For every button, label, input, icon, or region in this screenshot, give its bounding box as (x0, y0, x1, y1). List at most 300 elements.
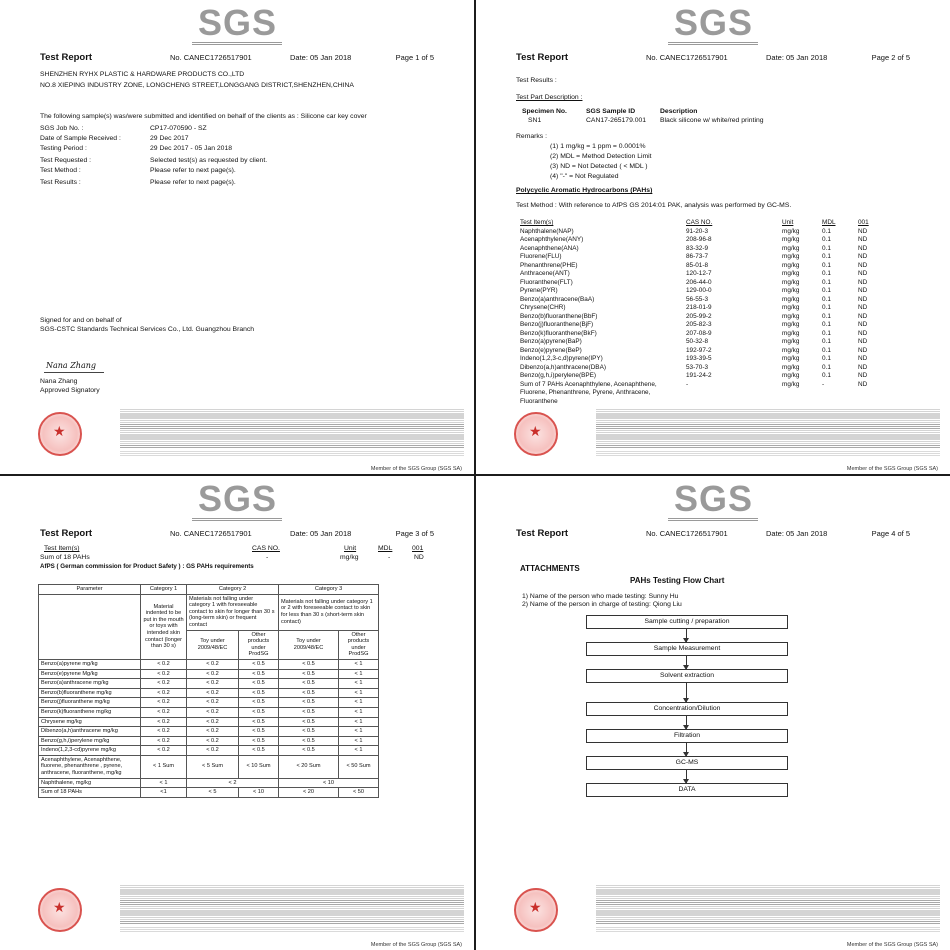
table-cell: Naphthalene(NAP) (520, 227, 574, 235)
table-cell: ND (858, 363, 868, 371)
table-cell: < 0.5 (239, 746, 279, 756)
column-header: Test Item(s) (44, 545, 80, 552)
column-header: Parameter (39, 585, 141, 595)
table-cell: < 0.2 (187, 727, 239, 737)
table-row (516, 304, 886, 313)
table-row (516, 287, 886, 296)
table-cell: < 1 Sum (141, 755, 187, 778)
table-cell: < 0.5 (279, 698, 339, 708)
table-cell: < 0.2 (141, 659, 187, 669)
sgs-seal-icon: ★ (514, 412, 558, 456)
table-cell: mg/kg (782, 287, 800, 294)
field-value: 29 Dec 2017 (150, 135, 189, 142)
table-cell: Dibenzo(a,h)anthracene(DBA) (520, 363, 606, 371)
table-row (39, 707, 379, 717)
table-cell: < 1 (339, 736, 379, 746)
table-cell: < 10 (279, 778, 379, 788)
report-number: No. CANEC1726517901 (646, 529, 728, 538)
pah-section-title: Polycyclic Aromatic Hydrocarbons (PAHs) (516, 187, 653, 194)
table-cell: ND (858, 287, 868, 294)
column-header: Test Item(s) (520, 219, 554, 226)
table-cell: < 0.5 (279, 736, 339, 746)
table-cell: Dibenzo(a,h)anthracene mg/kg (39, 727, 141, 737)
table-cell: Anthracene(ANT) (520, 270, 570, 277)
table-cell: 191-24-2 (686, 372, 712, 379)
table-cell: 0.1 (822, 312, 831, 320)
table-cell: < 0.5 (279, 669, 339, 679)
table-cell: Benzo(e)pyrene(BeP) (520, 346, 582, 354)
sum18-cas: - (266, 554, 269, 561)
table-cell: ND (858, 227, 868, 235)
terms-fine-print (596, 408, 940, 448)
table-cell: < 0.2 (187, 707, 239, 717)
sgs-logo: SGS (198, 478, 278, 519)
table-cell: < 0.2 (141, 698, 187, 708)
table-cell: < 0.2 (187, 659, 239, 669)
column-header: 001 (858, 219, 869, 226)
table-cell: < 0.5 (279, 707, 339, 717)
table-cell: < 1 (339, 717, 379, 727)
table-cell: < 0.2 (141, 679, 187, 689)
page-header (516, 528, 910, 540)
table-cell: Chrysene mg/kg (39, 717, 141, 727)
category-description: Materials not falling under category 1 or 2 with foreseeable contact to skin for less than 30 s (short-term skin contact) (279, 594, 379, 630)
gs-requirements-title: AfPS ( German commission for Product Safety ) : GS PAHs requirements (40, 563, 254, 570)
spec-header: SGS Sample ID (586, 108, 636, 115)
table-cell: Benzo(g,h,i)perylene mg/kg (39, 736, 141, 746)
table-cell: Naphthalene, mg/kg (39, 778, 141, 788)
table-row (516, 279, 886, 288)
legal-footer (38, 408, 464, 463)
blank-cell (856, 389, 886, 398)
column-subheader: Toy under 2009/48/EC (279, 630, 339, 659)
spec-cell: Black silicone w/ white/red printing (660, 117, 764, 124)
table-cell: 0.1 (822, 287, 831, 294)
table-cell: < 0.2 (141, 736, 187, 746)
table-cell: < 1 (339, 746, 379, 756)
table-row (39, 778, 379, 788)
table-row (516, 372, 886, 381)
test-method: Test Method : With reference to AfPS GS 2014:01 PAK, analysis was performed by GC-MS. (516, 202, 792, 209)
field-label: Test Method : (40, 167, 81, 174)
table-cell: Benzo(a)pyrene mg/kg (39, 659, 141, 669)
blank-cell (820, 398, 856, 407)
table-cell: Benzo(e)pyrene Mg/kg (39, 669, 141, 679)
table-row (516, 338, 886, 347)
report-page-1 (0, 0, 474, 474)
page-header (516, 52, 910, 64)
attachments-heading: ATTACHMENTS (520, 564, 580, 573)
arrow-down-icon (686, 683, 687, 702)
logo-underline (192, 518, 282, 521)
table-cell: < 1 (339, 688, 379, 698)
table-cell: <1 (141, 788, 187, 798)
table-cell: < 5 Sum (187, 755, 239, 778)
logo-underline (192, 42, 282, 45)
table-row (516, 236, 886, 245)
table-cell: 205-82-3 (686, 321, 712, 328)
spec-cell: SN1 (528, 117, 542, 124)
table-cell: ND (858, 321, 868, 328)
signed-company: SGS-CSTC Standards Technical Services Co., Ltd. Guangzhou Branch (40, 326, 255, 333)
spec-header: Specimen No. (522, 108, 567, 115)
table-cell: < 1 (339, 669, 379, 679)
table-cell: 193-39-5 (686, 355, 712, 362)
table-row (516, 245, 886, 254)
page-header (40, 52, 434, 64)
table-cell: ND (858, 278, 868, 286)
table-cell: ND (858, 304, 868, 311)
table-cell: 0.1 (822, 338, 831, 345)
table-cell: mg/kg (782, 355, 800, 362)
table-cell: Fluoranthene (520, 397, 558, 405)
field-label: SGS Job No. : (40, 125, 84, 132)
arrow-down-icon (686, 656, 687, 669)
table-cell: < 0.2 (141, 688, 187, 698)
terms-fine-print (120, 408, 464, 448)
table-row (39, 727, 379, 737)
table-row (39, 746, 379, 756)
table-cell: < 50 (339, 788, 379, 798)
table-cell: Acenaphthene(ANA) (520, 244, 579, 252)
table-cell: mg/kg (782, 346, 800, 354)
table-cell: < 0.5 (279, 659, 339, 669)
arrow-down-icon (686, 629, 687, 642)
column-header: Category 2 (187, 585, 279, 595)
remarks-label: Remarks : (516, 133, 547, 140)
report-title: Test Report (40, 52, 93, 63)
member-text: Member of the SGS Group (SGS SA) (370, 466, 462, 472)
table-cell: ND (858, 236, 868, 243)
table-row (39, 717, 379, 727)
field-value: 29 Dec 2017 - 05 Jan 2018 (150, 145, 233, 152)
remark-line: (2) MDL = Method Detection Limit (550, 153, 652, 160)
intro-text: The following sample(s) was/were submitted and identified on behalf of the clients as : Silicone car key cover (40, 113, 367, 120)
table-cell: mg/kg (782, 312, 800, 320)
table-cell: 0.1 (822, 329, 831, 337)
table-cell: Benzo(j)fluoranthene mg/kg (39, 698, 141, 708)
table-cell: 0.1 (822, 372, 831, 379)
table-cell: ND (858, 270, 868, 277)
page-number: Page 3 of 5 (395, 529, 434, 538)
table-cell: Benzo(a)anthracene mg/kg (39, 679, 141, 689)
column-header: Unit (344, 545, 357, 552)
table-cell: < 2 (187, 778, 279, 788)
table-cell: < 1 (141, 778, 187, 788)
gs-requirements-table (38, 584, 379, 798)
signed-on-behalf: Signed for and on behalf of (40, 317, 122, 324)
table-cell: mg/kg (782, 227, 800, 235)
sum-row (516, 398, 886, 407)
arrow-down-icon (686, 743, 687, 756)
table-cell: mg/kg (782, 236, 800, 243)
table-cell: mg/kg (782, 270, 800, 277)
table-cell: 86-73-7 (686, 253, 709, 260)
table-cell: < 0.5 (239, 679, 279, 689)
table-cell: Benzo(j)fluoranthene(BjF) (520, 321, 594, 328)
table-cell: < 1 (339, 679, 379, 689)
table-row (516, 347, 886, 356)
spec-cell: CAN17-265179.001 (586, 117, 647, 124)
table-cell: 0.1 (822, 278, 831, 286)
table-cell: 208-96-8 (686, 236, 712, 243)
flow-step: DATA (586, 783, 788, 797)
flow-step: Filtration (586, 729, 788, 743)
field-value: Selected test(s) as requested by client. (150, 157, 268, 164)
table-cell: < 0.2 (141, 746, 187, 756)
table-cell: 192-97-2 (686, 346, 712, 354)
table-cell: < 10 (239, 788, 279, 798)
table-row (516, 296, 886, 305)
pah-results-table (516, 219, 886, 406)
table-cell: 0.1 (822, 227, 831, 235)
table-cell: Phenanthrene(PHE) (520, 261, 578, 269)
table-row (39, 659, 379, 669)
table-cell: mg/kg (782, 295, 800, 303)
table-cell: 91-20-3 (686, 227, 709, 235)
column-subheader: Other products under ProdSG (239, 630, 279, 659)
blank-cell (820, 389, 856, 398)
table-cell: 85-01-8 (686, 261, 709, 269)
table-cell: mg/kg (782, 380, 800, 388)
table-cell: ND (858, 329, 868, 337)
field-label: Test Requested : (40, 157, 92, 164)
table-cell: Fluorene, Phenanthrene, Pyrene, Anthracene, (520, 389, 651, 396)
sum18-result: ND (414, 554, 424, 561)
table-row (39, 736, 379, 746)
sgs-seal-icon: ★ (38, 412, 82, 456)
table-cell: < 0.2 (187, 679, 239, 689)
table-row (516, 364, 886, 373)
spec-header: Description (660, 108, 698, 115)
table-cell: < 0.2 (141, 669, 187, 679)
member-text: Member of the SGS Group (SGS SA) (846, 942, 938, 948)
table-row (516, 262, 886, 271)
table-row (39, 688, 379, 698)
column-header: Category 1 (141, 585, 187, 595)
table-cell: < 0.5 (239, 717, 279, 727)
table-cell: < 0.5 (239, 669, 279, 679)
column-subheader: Toy under 2009/48/EC (187, 630, 239, 659)
table-cell: mg/kg (782, 278, 800, 286)
table-cell: Benzo(a)anthracene(BaA) (520, 295, 595, 303)
sgs-seal-icon: ★ (38, 888, 82, 932)
report-title: Test Report (40, 528, 93, 539)
signatory-name: Nana Zhang (40, 378, 78, 385)
table-cell: 206-44-0 (686, 278, 712, 286)
table-cell: 218-01-9 (686, 304, 712, 311)
blank-cell (780, 398, 820, 407)
address-fine-print (120, 450, 464, 456)
column-header: CAS NO. (686, 219, 713, 226)
table-cell: - (822, 380, 825, 388)
table-cell: < 0.2 (187, 688, 239, 698)
table-cell: < 20 Sum (279, 755, 339, 778)
legal-footer (514, 884, 940, 939)
table-row (516, 270, 886, 279)
field-label: Testing Period : (40, 145, 87, 152)
handwritten-signature: Nana Zhang (46, 361, 96, 370)
table-cell: Fluoranthene(FLT) (520, 278, 573, 286)
flow-step: GC-MS (586, 756, 788, 770)
table-row (39, 788, 379, 798)
table-row (39, 755, 379, 778)
table-cell: < 0.5 (279, 688, 339, 698)
table-cell: 0.1 (822, 295, 831, 303)
table-row (39, 669, 379, 679)
remark-line: (4) "-" = Not Regulated (550, 173, 619, 180)
table-cell: Indeno(1,2,3-cd)pyrene mg/kg (39, 746, 141, 756)
table-row (516, 321, 886, 330)
page-number: Page 2 of 5 (871, 53, 910, 62)
sum18-mdl: - (388, 554, 391, 561)
table-cell: Benzo(k)fluoranthene(BkF) (520, 329, 597, 337)
table-cell: < 1 (339, 659, 379, 669)
table-cell: < 50 Sum (339, 755, 379, 778)
table-cell: 205-99-2 (686, 312, 712, 320)
tester-name: 1) Name of the person who made testing: Sunny Hu (522, 593, 679, 600)
terms-fine-print (596, 884, 940, 924)
table-cell: 53-70-3 (686, 363, 709, 371)
table-cell: < 0.5 (279, 679, 339, 689)
category-description-row (39, 594, 379, 630)
table-cell: 0.1 (822, 346, 831, 354)
logo-underline (668, 42, 758, 45)
table-cell: < 0.5 (239, 659, 279, 669)
table-cell: - (686, 380, 689, 388)
table-cell: < 1 (339, 707, 379, 717)
table-cell: 129-00-0 (686, 287, 712, 294)
table-row (39, 679, 379, 689)
remark-line: (3) ND = Not Detected ( < MDL ) (550, 163, 648, 170)
sgs-logo: SGS (198, 2, 278, 43)
field-value: Please refer to next page(s). (150, 179, 236, 186)
table-cell: mg/kg (782, 261, 800, 269)
legal-footer (514, 408, 940, 463)
category-description: Materials not falling under category 1 with foreseeable contact to skin for longer than 30 s (long-term skin) or frequent contact (187, 594, 279, 630)
sgs-logo: SGS (674, 478, 754, 519)
table-cell: < 0.2 (187, 698, 239, 708)
column-header: Category 3 (279, 585, 379, 595)
report-date: Date: 05 Jan 2018 (766, 529, 828, 538)
column-header: Unit (782, 219, 794, 226)
table-cell: 0.1 (822, 321, 831, 328)
table-cell: Pyrene(PYR) (520, 287, 558, 294)
table-cell: ND (858, 346, 868, 354)
table-cell: Benzo(b)fluoranthene(BbF) (520, 312, 598, 320)
table-cell: < 0.5 (279, 727, 339, 737)
report-number: No. CANEC1726517901 (646, 53, 728, 62)
table-cell: Indeno(1,2,3-c,d)pyrene(IPY) (520, 355, 603, 362)
table-cell: mg/kg (782, 338, 800, 345)
flow-step: Sample Measurement (586, 642, 788, 656)
category-description: Material indented to be put in the mouth or toys with intended skin contact (longer than 30 s) (141, 594, 187, 659)
address-fine-print (596, 450, 940, 456)
page-number: Page 4 of 5 (871, 529, 910, 538)
table-cell: 0.1 (822, 253, 831, 260)
table-cell: < 0.2 (187, 717, 239, 727)
remark-line: (1) 1 mg/kg = 1 ppm = 0.0001% (550, 143, 646, 150)
table-cell: < 0.5 (279, 717, 339, 727)
table-row (516, 330, 886, 339)
table-cell: 0.1 (822, 363, 831, 371)
logo-underline (668, 518, 758, 521)
company-address: NO.8 XIEPING INDUSTRY ZONE, LONGCHENG STREET,LONGGANG DISTRICT,SHENZHEN,CHINA (40, 82, 354, 89)
page-header (40, 528, 434, 540)
table-cell: Benzo(k)fluoranthene mg/kg (39, 707, 141, 717)
report-date: Date: 05 Jan 2018 (290, 53, 352, 62)
report-title: Test Report (516, 528, 569, 539)
table-cell: < 0.5 (239, 736, 279, 746)
table-cell: < 0.5 (239, 707, 279, 717)
flow-step: Solvent extraction (586, 669, 788, 683)
table-cell: Sum of 18 PAHs (39, 788, 141, 798)
table-cell: < 0.2 (141, 717, 187, 727)
table-cell: mg/kg (782, 329, 800, 337)
table-cell: < 0.2 (187, 746, 239, 756)
table-cell: ND (858, 380, 868, 388)
report-number: No. CANEC1726517901 (170, 53, 252, 62)
table-cell: Acenaphthylene, Acenaphthene, fluorene, phenanthrene , pyrene, anthracene, fluoranthene, mg/kg (39, 755, 141, 778)
report-number: No. CANEC1726517901 (170, 529, 252, 538)
table-cell: 83-32-9 (686, 244, 709, 252)
column-header: CAS NO. (252, 545, 280, 552)
table-cell: < 1 (339, 727, 379, 737)
table-cell: mg/kg (782, 321, 800, 328)
table-cell: ND (858, 295, 868, 303)
table-cell: < 0.5 (239, 698, 279, 708)
signature-line (44, 372, 104, 373)
member-text: Member of the SGS Group (SGS SA) (846, 466, 938, 472)
table-cell: < 0.2 (141, 707, 187, 717)
table-cell: Benzo(g,h,i)perylene(BPE) (520, 372, 597, 379)
field-value: Please refer to next page(s). (150, 167, 236, 174)
test-results-label: Test Results : (516, 77, 557, 84)
table-cell: 0.1 (822, 304, 831, 311)
table-cell: < 0.5 (239, 727, 279, 737)
sgs-logo: SGS (674, 2, 754, 43)
table-cell: 120-12-7 (686, 270, 712, 277)
supervisor-name: 2) Name of the person in charge of testing: Qiong Liu (522, 601, 682, 608)
table-header-row (516, 219, 886, 228)
sum18-label: Sum of 18 PAHs (40, 554, 90, 561)
column-header: MDL (822, 219, 836, 226)
company-name: SHENZHEN RYHX PLASTIC & HARDWARE PRODUCTS CO.,LTD (40, 71, 245, 78)
table-cell: Fluorene(FLU) (520, 253, 562, 260)
table-cell: < 0.2 (187, 669, 239, 679)
part-description-label: Test Part Description : (516, 94, 583, 101)
report-page-2 (476, 0, 950, 474)
report-title: Test Report (516, 52, 569, 63)
table-cell: ND (858, 244, 868, 252)
table-cell: 0.1 (822, 270, 831, 277)
table-cell: Benzo(b)fluoranthene mg/kg (39, 688, 141, 698)
arrow-down-icon (686, 770, 687, 783)
table-cell: < 20 (279, 788, 339, 798)
table-cell: 50-32-8 (686, 338, 709, 345)
signatory-title: Approved Signatory (40, 387, 100, 394)
table-cell: 0.1 (822, 244, 831, 252)
table-row (516, 228, 886, 237)
blank-cell (684, 389, 780, 398)
table-cell: < 0.5 (239, 688, 279, 698)
report-page-4 (476, 476, 950, 950)
blank-cell (780, 389, 820, 398)
flow-step: Sample cutting / preparation (586, 615, 788, 629)
table-row (516, 355, 886, 364)
flow-chart-title: PAHs Testing Flow Chart (630, 576, 725, 585)
table-cell: 0.1 (822, 261, 831, 269)
